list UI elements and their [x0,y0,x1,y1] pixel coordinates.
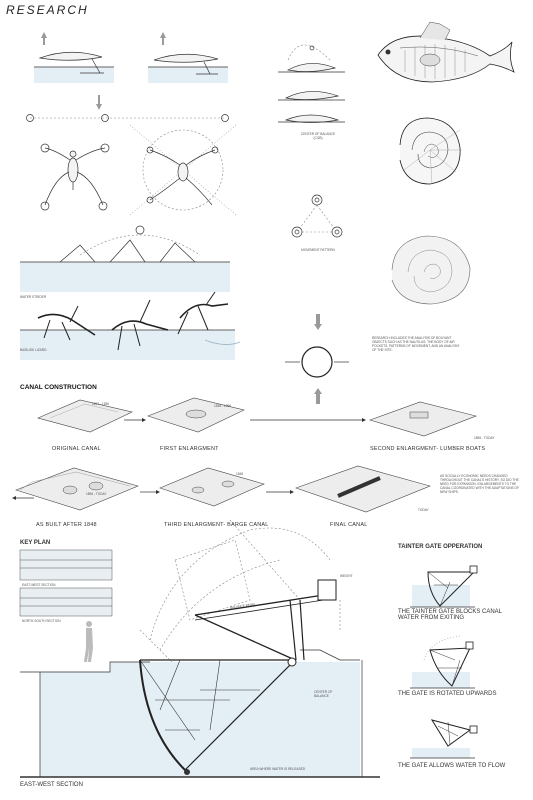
person-silhouette [84,621,93,662]
canal-stage-label-3: SECOND ENLARGMENT- LUMBER BOATS [370,446,486,452]
tainter-step-1-label: THE TAINTER GATE BLOCKS CANAL WATER FROM EXITING [398,609,502,621]
canal-heading: CANAL CONSTRUCTION [20,384,97,391]
canal-original [38,400,132,432]
center-of-balance-diagram [278,45,345,123]
tainter-step-3-drawing [410,720,477,758]
center-of-balance-label: CENTER OF BALANCE (COB) [300,132,336,140]
balance-beam-label: BALANCE BEAM [229,602,255,610]
canal-years-5: 1848 [236,472,244,476]
hydrofoil-diagram-1 [34,32,114,110]
area-released-label: AREA WHERE WATER IS RELEASED [250,767,306,771]
cob-section-label: CENTER OF BALANCE [314,690,333,698]
tainter-heading: TAINTER GATE OPPERATION [398,544,483,550]
canal-stage-label-6: FINAL CANAL [330,522,368,528]
canal-years-6: TODAY [418,508,429,512]
tainter-step-2-label: THE GATE IS ROTATED UPWARDS [398,691,497,697]
canal-years-2: 1836 - 1896 [214,404,232,408]
weight-label: WEIGHT [340,574,353,578]
water-strider-side [20,226,230,292]
buoyancy-diagram [285,314,349,404]
water-strider-label: WATER STRIDER [20,295,47,299]
canal-years-1: 1817 - 1836 [92,402,110,406]
basilisk-lizard-label: BASILISK LIZARD [20,348,47,352]
movement-pattern-label: MOVEMENT PATTERN [301,248,335,252]
page-title: RESEARCH [6,3,89,17]
fish-sketch [378,22,514,82]
canal-stage-label-1: ORIGINAL CANAL [52,446,101,452]
research-note: RESEARCH INCLUDES THE ANALYSIS OF BOUYANT OBJECTS SUCH AS THE NAUTILUS, THE BODY OF AIR POCKETS, PATTERNS OF MOVEMENT, AND AN ANALYSIS OF THE SITE. [372,336,460,352]
canal-as-built [16,468,138,510]
section-footer-label: EAST-WEST SECTION [20,782,83,788]
water-strider-top [41,144,109,210]
nautilus-sketch-1 [400,118,462,184]
movement-pattern-diagram [292,195,342,237]
canal-stage-label-5: THIRD ENLARGMENT- BARGE CANAL [164,522,269,528]
basilisk-lizard-sketches [20,292,240,360]
canal-years-4: 1896 - TODAY [86,492,107,496]
key-plan-ns-label: NORTH-SOUTH SECTION [22,619,61,623]
canal-third [160,468,264,506]
tainter-step-2-drawing [410,636,475,688]
canal-second [370,402,476,436]
canal-final [296,466,430,512]
water-strider-circle [130,125,236,215]
canal-stage-label-2: FIRST ENLARGMENT [160,446,219,452]
key-plan-label: KEY PLAN [20,540,51,546]
hydrofoil-diagram-2 [148,32,228,83]
canal-stage-label-4: AS BUILT AFTER 1848 [36,522,97,528]
tainter-step-3-label: THE GATE ALLOWS WATER TO FLOW [398,763,506,769]
canal-years-3: 1896 - TODAY [474,436,495,440]
tainter-step-1-drawing [410,566,477,607]
canal-note: AS SOCIALLY ECONOMIC NEEDS CHANGED THROUGHOUT THE CANAL'S HISTORY, SO DID THE NEED FOR EXPANSION. ENLARGEMENTS TO THE CANAL COORDINATED WITH THE ADAPTATIONS OF NEW SHIPS. [440,474,519,494]
key-plan-ew-label: EAST-WEST SECTION [22,583,56,587]
nautilus-sketch-2 [392,236,470,304]
